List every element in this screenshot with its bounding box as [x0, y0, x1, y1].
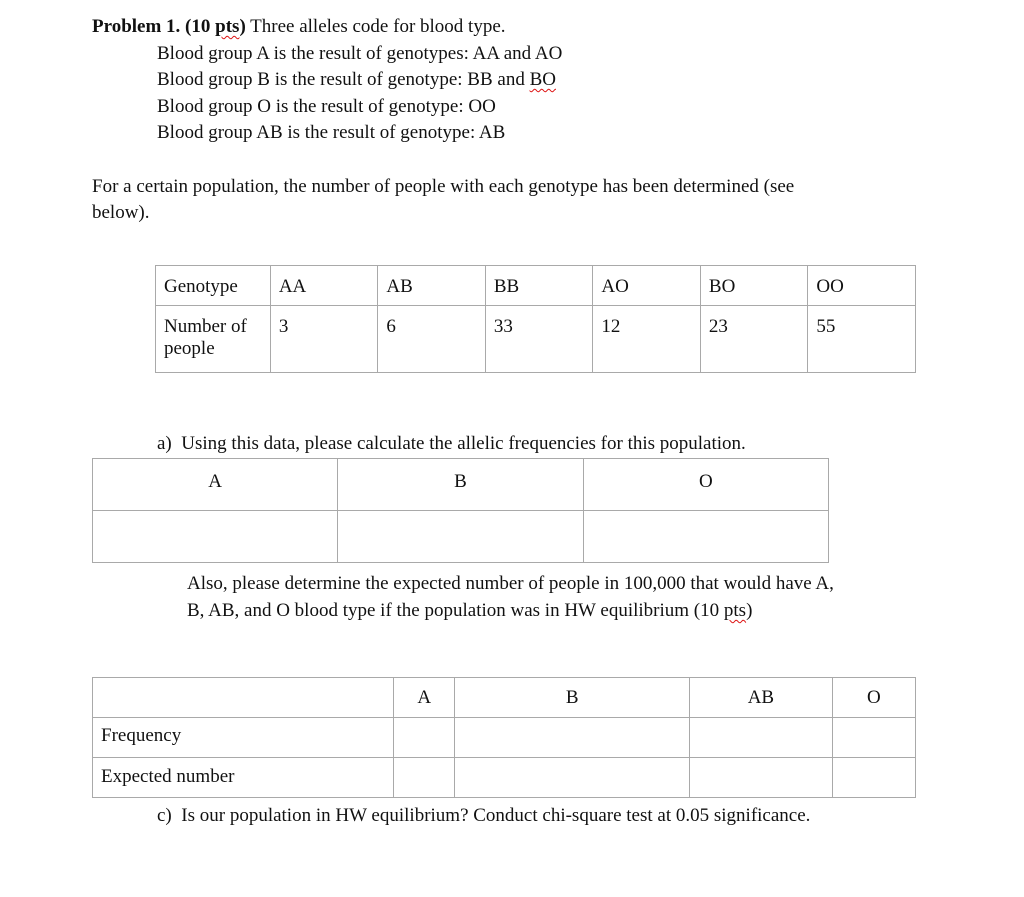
hw-row-frequency-label: Frequency [93, 718, 394, 758]
count-ab: 6 [378, 306, 486, 373]
count-ao: 12 [593, 306, 701, 373]
hw-row-expected-label: Expected number [93, 758, 394, 798]
hw-col-a: A [394, 678, 455, 718]
blood-group-b-bo: BO [529, 69, 556, 90]
blood-group-b-line [157, 67, 556, 93]
hw-expected-a[interactable] [394, 758, 455, 798]
also-line-2-text: B, AB, and O blood type if the population was in HW equilibrium (10 [187, 600, 724, 621]
hw-frequency-b[interactable] [455, 718, 690, 758]
count-label-1: Number of [164, 316, 247, 337]
hw-equilibrium-table [92, 677, 916, 798]
intro-line-1: For a certain population, the number of people with each genotype has been determined (see [92, 176, 795, 197]
part-a-text: Using this data, please calculate the allelic frequencies for this population. [181, 433, 746, 454]
count-bo: 23 [700, 306, 808, 373]
blood-group-a-line: Blood group A is the result of genotypes: AA and AO [157, 43, 563, 64]
genotype-col-oo: OO [808, 266, 916, 306]
hw-col-ab: AB [690, 678, 833, 718]
part-c-text: Is our population in HW equilibrium? Conduct chi-square test at 0.05 significance. [181, 805, 811, 826]
allele-b-answer-cell[interactable] [338, 511, 583, 563]
hw-frequency-o[interactable] [832, 718, 915, 758]
problem-heading-rest: Three alleles code for blood type. [245, 16, 506, 37]
hw-col-b: B [455, 678, 690, 718]
hw-corner-cell [93, 678, 394, 718]
hw-col-o: O [832, 678, 915, 718]
problem-heading [92, 14, 506, 40]
blood-group-b-text: Blood group B is the result of genotype: BB and [157, 69, 530, 90]
allele-col-b: B [338, 459, 583, 511]
also-pts: pts [723, 600, 747, 621]
genotype-table [155, 265, 916, 373]
genotype-col-aa: AA [270, 266, 378, 306]
also-line-2 [187, 598, 752, 624]
count-label-2: people [164, 338, 215, 359]
allele-col-o: O [583, 459, 828, 511]
part-a-question [157, 431, 746, 457]
allele-a-answer-cell[interactable] [93, 511, 338, 563]
genotype-col-ab: AB [378, 266, 486, 306]
blood-group-ab-line: Blood group AB is the result of genotype: AB [157, 122, 506, 143]
blood-group-o-line: Blood group O is the result of genotype: OO [157, 96, 496, 117]
genotype-col-bb: BB [485, 266, 593, 306]
allele-frequency-table [92, 458, 829, 563]
allele-o-answer-cell[interactable] [583, 511, 828, 563]
count-aa: 3 [270, 306, 378, 373]
also-close: ) [746, 600, 753, 621]
problem-heading-close: ) [239, 16, 246, 37]
hw-expected-o[interactable] [832, 758, 915, 798]
intro-line-2: below). [92, 202, 150, 223]
part-c-question [157, 803, 810, 829]
problem-heading-label: Problem 1. (10 [92, 16, 216, 37]
genotype-col-bo: BO [700, 266, 808, 306]
part-a-label: a) [157, 433, 172, 454]
hw-expected-b[interactable] [455, 758, 690, 798]
genotype-header-cell: Genotype [156, 266, 271, 306]
count-header-cell [156, 306, 271, 373]
genotype-col-ao: AO [593, 266, 701, 306]
part-c-label: c) [157, 805, 172, 826]
hw-expected-ab[interactable] [690, 758, 833, 798]
hw-frequency-a[interactable] [394, 718, 455, 758]
count-oo: 55 [808, 306, 916, 373]
problem-heading-pts: pts [215, 16, 240, 37]
allele-col-a: A [93, 459, 338, 511]
hw-frequency-ab[interactable] [690, 718, 833, 758]
count-bb: 33 [485, 306, 593, 373]
also-line-1: Also, please determine the expected number of people in 100,000 that would have A, [187, 573, 834, 594]
